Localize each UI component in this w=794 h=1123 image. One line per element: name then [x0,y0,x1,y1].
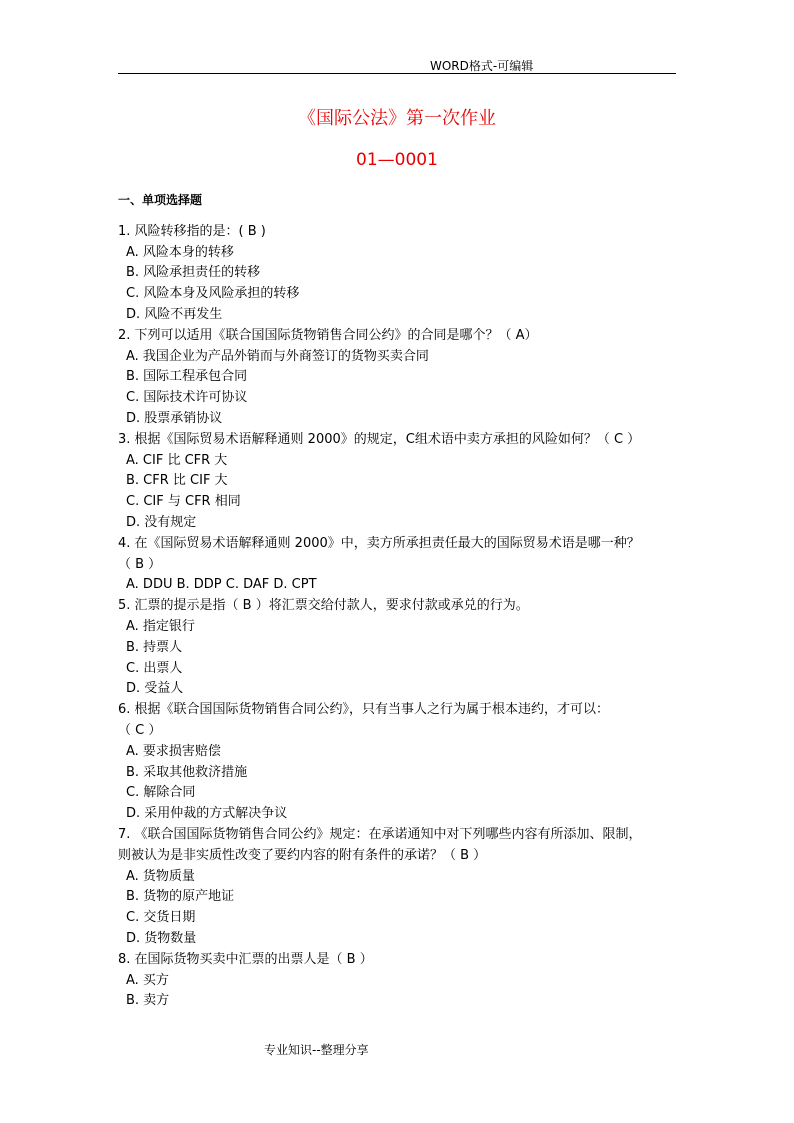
option-line: D. 风险不再发生 [126,307,223,322]
document-subtitle: 01—0001 [356,150,438,170]
option-line: A. 买方 [126,973,169,988]
option-line: C. 风险本身及风险承担的转移 [126,286,300,301]
option-line: D. 采用仲裁的方式解决争议 [126,806,288,821]
header-divider [118,73,676,74]
option-line: D. 受益人 [126,681,184,696]
option-line: B. 风险承担责任的转移 [126,265,261,280]
option-line: A. 要求损害赔偿 [126,744,221,759]
page-footer: 专业知识--整理分享 [264,1043,369,1057]
question-line: 2. 下列可以适用《联合国国际货物销售合同公约》的合同是哪个？（ A） [118,328,538,343]
option-line: C. 交货日期 [126,910,196,925]
question-line: 7. 《联合国国际货物销售合同公约》规定：在承诺通知中对下列哪些内容有所添加、限制， [118,827,642,842]
option-line: C. 解除合同 [126,785,196,800]
option-line: D. 货物数量 [126,931,197,946]
option-line: B. 持票人 [126,640,183,655]
option-line: B. CFR 比 CIF 大 [126,473,228,488]
option-line: A. 货物质量 [126,869,195,884]
option-line: C. CIF 与 CFR 相同 [126,494,241,509]
question-answer-line: （ B ） [118,557,162,572]
question-answer-line: （ C ） [118,723,162,738]
option-line: A. 指定银行 [126,619,195,634]
option-line: B. 货物的原产地证 [126,889,235,904]
option-line: A. 风险本身的转移 [126,245,234,260]
question-line: 5. 汇票的提示是指（ B ）将汇票交给付款人，要求付款或承兑的行为。 [118,598,529,613]
document-title: 《国际公法》第一次作业 [298,108,496,129]
question-line: 3. 根据《国际贸易术语解释通则 2000》的规定，C组术语中卖方承担的风险如何？（ C ） [118,432,641,447]
option-line: C. 国际技术许可协议 [126,390,248,405]
option-line: C. 出票人 [126,661,183,676]
option-line: A. CIF 比 CFR 大 [126,453,228,468]
option-line: B. 卖方 [126,993,170,1008]
page-header: WORD格式-可编辑 [430,59,534,73]
question-line: 4. 在《国际贸易术语解释通则 2000》中，卖方所承担责任最大的国际贸易术语是哪一种？ [118,536,640,551]
question-line: 6. 根据《联合国国际货物销售合同公约》，只有当事人之行为属于根本违约，才可以： [118,702,610,717]
option-line: A. DDU B. DDP C. DAF D. CPT [126,577,317,592]
option-line: B. 采取其他救济措施 [126,765,248,780]
option-line: D. 股票承销协议 [126,411,223,426]
question-line: 8. 在国际货物买卖中汇票的出票人是（ B ） [118,952,373,967]
question-line: 1. 风险转移指的是：( B ) [118,224,266,239]
option-line: A. 我国企业为产品外销而与外商签订的货物买卖合同 [126,349,429,364]
question-line: 则被认为是非实质性改变了要约内容的附有条件的承诺？（ B ） [118,848,487,863]
option-line: B. 国际工程承包合同 [126,369,248,384]
section-heading: 一、单项选择题 [118,193,203,207]
option-line: D. 没有规定 [126,515,197,530]
